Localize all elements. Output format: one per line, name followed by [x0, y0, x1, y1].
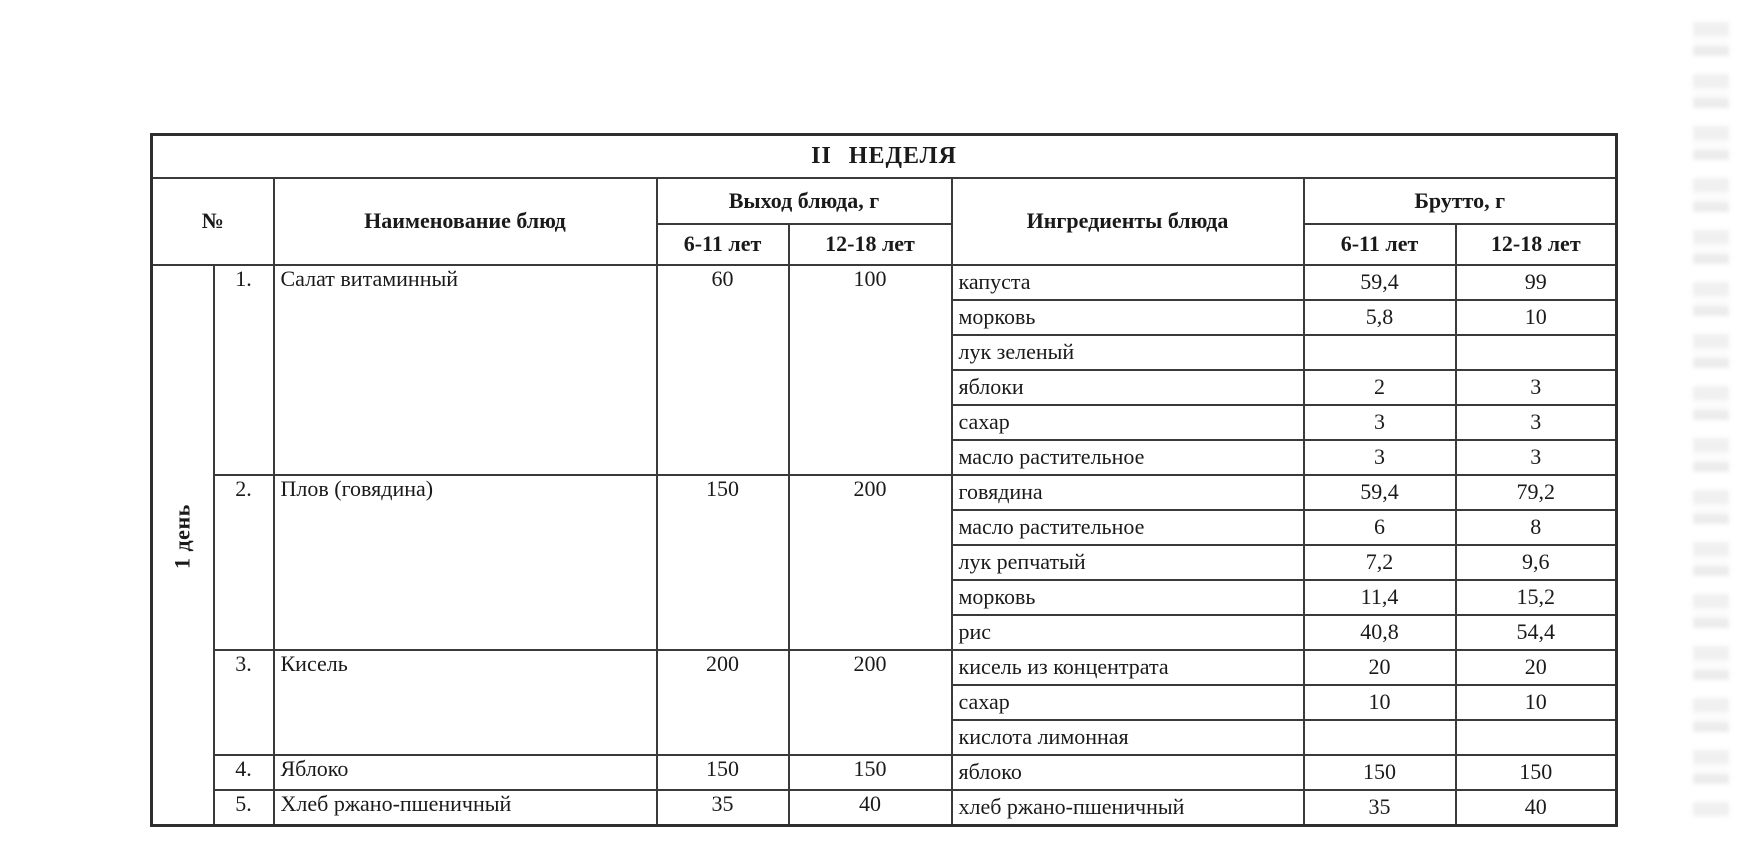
- col-header-number: №: [152, 178, 274, 265]
- ingredient-gross-6-11: 20: [1304, 650, 1456, 685]
- ingredient-gross-6-11: 5,8: [1304, 300, 1456, 335]
- ingredient-name: яблоко: [952, 755, 1304, 790]
- ingredient-gross-6-11: 2: [1304, 370, 1456, 405]
- dish-output-6-11: 60: [657, 265, 789, 475]
- ingredient-gross-12-18: 3: [1456, 370, 1617, 405]
- dish-output-12-18: 100: [789, 265, 952, 475]
- ingredient-name: сахар: [952, 405, 1304, 440]
- day-cell: [152, 265, 214, 825]
- ingredient-name: говядина: [952, 475, 1304, 510]
- subheader-gross-age-6-11: 6-11 лет: [1304, 224, 1456, 265]
- dish-number: 2.: [214, 475, 274, 650]
- day-label: 1 день: [169, 503, 195, 569]
- ingredient-gross-12-18: 99: [1456, 265, 1617, 300]
- subheader-output-age-6-11: 6-11 лет: [657, 224, 789, 265]
- col-header-ingredients: Ингредиенты блюда: [952, 178, 1304, 265]
- ingredient-gross-12-18: [1456, 720, 1617, 755]
- subheader-gross-age-12-18: 12-18 лет: [1456, 224, 1617, 265]
- ingredient-name: морковь: [952, 300, 1304, 335]
- dish-name: Яблоко: [274, 755, 657, 790]
- ingredient-name: лук зеленый: [952, 335, 1304, 370]
- ingredient-name: лук репчатый: [952, 545, 1304, 580]
- ingredient-gross-6-11: 59,4: [1304, 265, 1456, 300]
- scan-artifact: [1693, 22, 1729, 817]
- week-title: II НЕДЕЛЯ: [152, 135, 1617, 179]
- ingredient-gross-12-18: 3: [1456, 405, 1617, 440]
- ingredient-gross-6-11: 35: [1304, 790, 1456, 825]
- dish-output-12-18: 200: [789, 650, 952, 755]
- ingredient-gross-6-11: 3: [1304, 440, 1456, 475]
- ingredient-gross-12-18: 8: [1456, 510, 1617, 545]
- dish-name: Плов (говядина): [274, 475, 657, 650]
- dish-number: 5.: [214, 790, 274, 825]
- dish-output-12-18: 200: [789, 475, 952, 650]
- ingredient-name: яблоки: [952, 370, 1304, 405]
- ingredient-name: сахар: [952, 685, 1304, 720]
- dish-number: 3.: [214, 650, 274, 755]
- weekly-menu-table: [150, 133, 1618, 827]
- col-header-dish-name: Наименование блюд: [274, 178, 657, 265]
- col-header-output: Выход блюда, г: [657, 178, 952, 224]
- ingredient-gross-12-18: 15,2: [1456, 580, 1617, 615]
- ingredient-gross-12-18: [1456, 335, 1617, 370]
- ingredient-gross-6-11: 40,8: [1304, 615, 1456, 650]
- ingredient-gross-6-11: 7,2: [1304, 545, 1456, 580]
- ingredient-gross-12-18: 20: [1456, 650, 1617, 685]
- ingredient-gross-12-18: 10: [1456, 685, 1617, 720]
- ingredient-gross-6-11: 3: [1304, 405, 1456, 440]
- ingredient-name: масло растительное: [952, 510, 1304, 545]
- table-row: [152, 755, 1617, 790]
- ingredient-gross-6-11: 10: [1304, 685, 1456, 720]
- table-row: [152, 475, 1617, 510]
- table-row: [152, 650, 1617, 685]
- ingredient-gross-12-18: 9,6: [1456, 545, 1617, 580]
- ingredient-gross-6-11: [1304, 335, 1456, 370]
- col-header-gross: Брутто, г: [1304, 178, 1617, 224]
- ingredient-gross-12-18: 10: [1456, 300, 1617, 335]
- ingredient-gross-6-11: [1304, 720, 1456, 755]
- table-row: [152, 265, 1617, 300]
- table-row: [152, 790, 1617, 825]
- ingredient-gross-6-11: 150: [1304, 755, 1456, 790]
- ingredient-name: кислота лимонная: [952, 720, 1304, 755]
- ingredient-gross-6-11: 59,4: [1304, 475, 1456, 510]
- dish-output-12-18: 40: [789, 790, 952, 825]
- subheader-output-age-12-18: 12-18 лет: [789, 224, 952, 265]
- dish-output-6-11: 150: [657, 475, 789, 650]
- dish-name: Салат витаминный: [274, 265, 657, 475]
- ingredient-gross-12-18: 79,2: [1456, 475, 1617, 510]
- ingredient-name: капуста: [952, 265, 1304, 300]
- ingredient-gross-6-11: 11,4: [1304, 580, 1456, 615]
- ingredient-gross-12-18: 40: [1456, 790, 1617, 825]
- dish-output-6-11: 150: [657, 755, 789, 790]
- ingredient-name: масло растительное: [952, 440, 1304, 475]
- ingredient-name: морковь: [952, 580, 1304, 615]
- dish-output-6-11: 35: [657, 790, 789, 825]
- dish-output-12-18: 150: [789, 755, 952, 790]
- dish-number: 1.: [214, 265, 274, 475]
- dish-name: Хлеб ржано-пшеничный: [274, 790, 657, 825]
- ingredient-gross-6-11: 6: [1304, 510, 1456, 545]
- table-row: [152, 178, 1617, 224]
- ingredient-name: хлеб ржано-пшеничный: [952, 790, 1304, 825]
- ingredient-gross-12-18: 150: [1456, 755, 1617, 790]
- ingredient-name: рис: [952, 615, 1304, 650]
- ingredient-name: кисель из концентрата: [952, 650, 1304, 685]
- table-row: [152, 135, 1617, 179]
- ingredient-gross-12-18: 54,4: [1456, 615, 1617, 650]
- dish-output-6-11: 200: [657, 650, 789, 755]
- ingredient-gross-12-18: 3: [1456, 440, 1617, 475]
- dish-number: 4.: [214, 755, 274, 790]
- dish-name: Кисель: [274, 650, 657, 755]
